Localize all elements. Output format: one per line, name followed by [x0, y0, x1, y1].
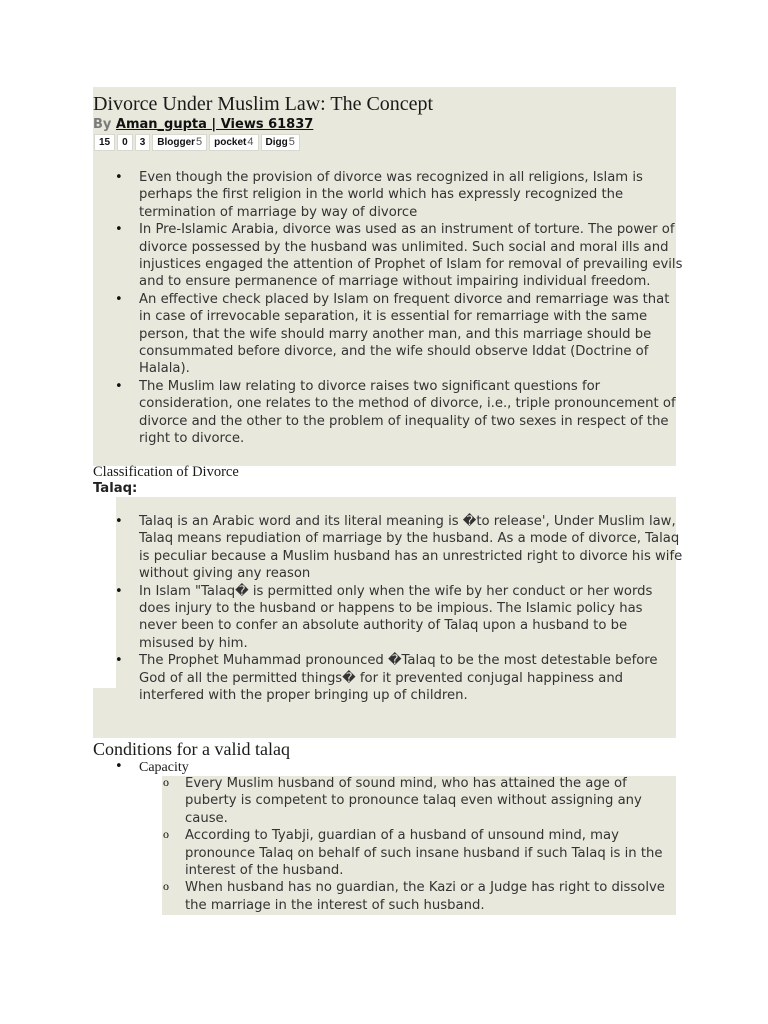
list-item: o According to Tyabji, guardian of a husband of unsound mind, may pronounce Talaq on behalf of such insane husband if such Talaq is in the interest of the husband. — [162, 827, 682, 879]
pocket-count: 4 — [247, 136, 254, 148]
share-count-label: 15 — [99, 137, 111, 148]
share-count-button[interactable] — [135, 134, 151, 151]
byline-prefix: By — [93, 117, 112, 132]
intro-bullet-list — [93, 169, 683, 448]
author-link[interactable]: Aman_gupta | Views 61837 — [115, 117, 314, 132]
bullet-icon: • — [115, 759, 123, 774]
list-item: • An effective check placed by Islam on frequent divorce and remarriage was that in case of irrevocable separation, it is essential for remarriage with the same person, that the wife should marry another man, and this marriage should be consummated before divorce, and the wife should observe Iddat (Doctrine of Halala). — [93, 291, 683, 378]
blogger-label: Blogger — [157, 137, 196, 148]
list-item: o Every Muslim husband of sound mind, who has attained the age of puberty is competent to pronounce talaq even without assigning any cause. — [162, 775, 682, 827]
article-title: Divorce Under Muslim Law: The Concept — [93, 93, 434, 115]
list-item: • In Pre-Islamic Arabia, divorce was used as an instrument of torture. The power of divorce possessed by the husband was unlimited. Such social and moral ills and injustices engaged the attention of Prophet of Islam for removal of prevailing evils and to ensure permanence of marriage without impairing individual freedom. — [93, 221, 683, 291]
list-item: • In Islam "Talaq� is permitted only when the wife by her conduct or her words does injury to the husband or happens to be impious. The Islamic policy has never been to confer an absolute authority of Talaq upon a husband to be misused by him. — [93, 583, 683, 653]
share-count-label: 3 — [139, 137, 146, 148]
share-count-button[interactable] — [117, 134, 133, 151]
blogger-count: 5 — [196, 136, 203, 148]
capacity-label: Capacity — [139, 760, 189, 775]
social-share-bar — [94, 134, 300, 151]
pocket-label: pocket — [214, 137, 247, 148]
list-item: • Even though the provision of divorce was recognized in all religions, Islam is perhaps the first religion in the world which has expressly recognized the termination of marriage by way of divorce — [93, 169, 683, 221]
blogger-share-button[interactable] — [152, 134, 207, 151]
conditions-heading: Conditions for a valid talaq — [93, 739, 290, 759]
talaq-heading: Talaq: — [93, 481, 138, 496]
byline — [93, 116, 313, 133]
list-item: • The Muslim law relating to divorce raises two significant questions for consideration, one relates to the method of divorce, i.e., triple pronouncement of divorce and the other to the problem of inequality of two sexes in respect of the right to divorce. — [93, 378, 683, 448]
talaq-bullet-list — [93, 513, 683, 704]
digg-count: 5 — [288, 136, 295, 148]
capacity-sub-list — [162, 775, 682, 914]
classification-heading: Classification of Divorce — [93, 464, 239, 480]
share-count-button[interactable] — [94, 134, 115, 151]
list-item: o When husband has no guardian, the Kazi or a Judge has right to dissolve the marriage in the interest of such husband. — [162, 879, 682, 914]
pocket-share-button[interactable] — [209, 134, 258, 151]
list-item: • Talaq is an Arabic word and its literal meaning is �to release', Under Muslim law, Talaq means repudiation of marriage by the husband. As a mode of divorce, Talaq is peculiar because a Muslim husband has an unrestricted right to divorce his wife without giving any reason — [93, 513, 683, 583]
digg-share-button[interactable] — [261, 134, 300, 151]
list-item: • The Prophet Muhammad pronounced �Talaq to be the most detestable before God of all the permitted things� for it prevented conjugal happiness and interfered with the proper bringing up of children. — [93, 652, 683, 704]
digg-label: Digg — [265, 137, 288, 148]
share-count-label: 0 — [122, 137, 128, 148]
